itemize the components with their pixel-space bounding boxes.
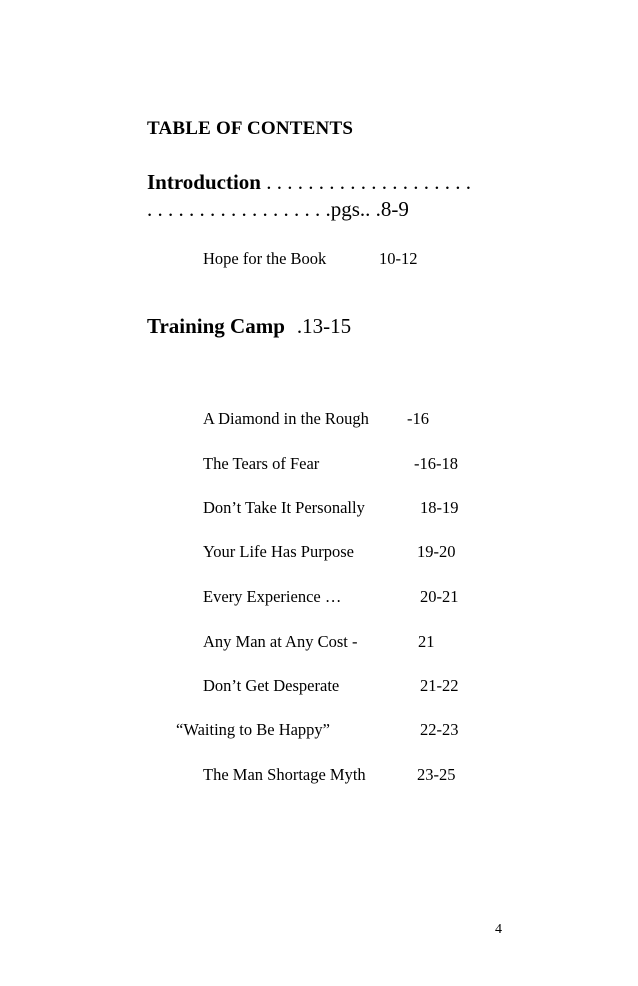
toc-entry-pages: 23-25 xyxy=(417,765,456,784)
introduction-leader: . . . . . . . . . . . . . . . . . . . . xyxy=(260,170,471,194)
training-camp-label: Training Camp xyxy=(147,314,285,338)
toc-entry-pages: 20-21 xyxy=(420,587,459,606)
toc-entry-title: Any Man at Any Cost - xyxy=(203,632,358,651)
toc-entry-pages: 21-22 xyxy=(420,676,459,695)
toc-entry-pages: -16-18 xyxy=(414,454,458,473)
toc-entry-title: Don’t Take It Personally xyxy=(203,498,365,517)
toc-entry-pages: 22-23 xyxy=(420,720,459,739)
toc-entry-title: Don’t Get Desperate xyxy=(203,676,340,695)
toc-entry-title: The Man Shortage Myth xyxy=(203,765,366,784)
training-camp-pages: .13-15 xyxy=(296,314,352,338)
page-number: 4 xyxy=(495,922,502,937)
intro-sub-title: Hope for the Book xyxy=(203,249,327,268)
toc-entry-pages: 19-20 xyxy=(417,542,456,561)
toc-entry-title: The Tears of Fear xyxy=(203,454,320,473)
toc-entry-pages: 18-19 xyxy=(420,498,459,517)
toc-entry-pages: -16 xyxy=(407,409,429,428)
intro-sub-pages: 10-12 xyxy=(379,249,418,268)
toc-entry-title: A Diamond in the Rough xyxy=(203,409,369,428)
training-camp-entry[interactable] xyxy=(147,314,351,339)
introduction-label: Introduction xyxy=(147,170,261,194)
toc-entry-pages: 21 xyxy=(418,632,435,651)
introduction-entry[interactable] xyxy=(147,170,471,195)
toc-entry-title: Your Life Has Purpose xyxy=(203,542,354,561)
introduction-pages-line: . . . . . . . . . . . . . . . . . .pgs.. .8-9 xyxy=(147,197,409,221)
toc-entry-title: Every Experience … xyxy=(203,587,342,606)
toc-entry-title: “Waiting to Be Happy” xyxy=(176,720,331,739)
toc-heading: TABLE OF CONTENTS xyxy=(147,118,354,139)
